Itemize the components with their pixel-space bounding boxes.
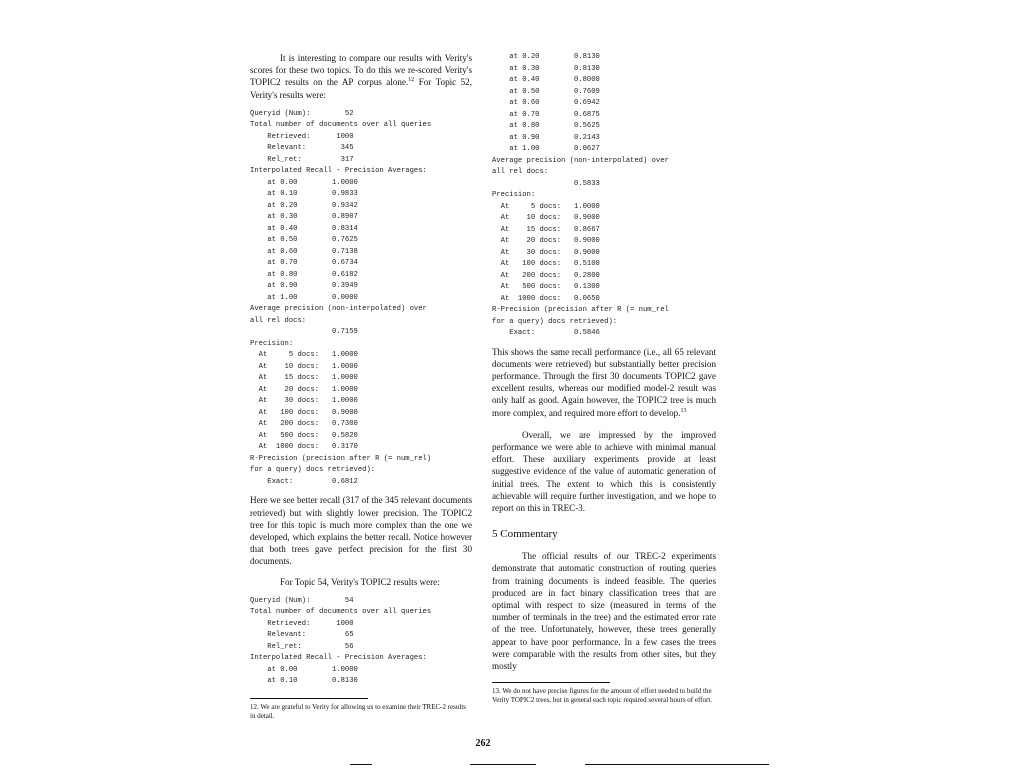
bottom-rule-3 <box>585 764 769 765</box>
right-paragraph-commentary: The official results of our TREC-2 experiments demonstrate that automatic construction of routing queries from training documents is indeed feasible. The queries produced are in fact binary classification trees that are optimal with respect to size (measured in terms of the number of terminals in the tree) and the estimated error rate of the tree. Unfortunately, however, these trees generally appear to have poor performance. In a few cases the trees were comparable with the results from other sites, but they mostly <box>492 551 716 671</box>
topic52-results-table: Queryid (Num): 52 Total number of documents over all queries Retrieved: 1000 Relevant: 345 Rel_ret: 317 Interpolated Recall - Precision Averages: at 0.00 1.0000 at 0.10 0.9833 at 0.20 0.9342 at 0.30 0.8907 at 0.40 0.8314 at 0.50 0.7625 at 0.60 0.7138 at 0.70 0.6734 at 0.80 0.6182 at 0.90 0.3949 at 1.00 0.0000 Average precision (non-interpolated) over all rel docs: 0.7159 Precision: At 5 docs: 1.0000 At 10 docs: 1.0000 At 15 docs: 1.0000 At 20 docs: 1.0000 At 30 docs: 1.0000 At 100 docs: 0.9000 At 200 docs: 0.7300 At 500 docs: 0.5820 At 1000 docs: 0.3170 R-Precision (precision after R (= num_rel) for a query) docs retrieved): Exact: 0.6812 <box>250 109 432 486</box>
left-paragraph-intro: It is interesting to compare our results with Verity's scores for these two topics. To do this we re-scored Verity's TOPIC2 results on the AP corpus alone.$^{12}$ For Topic 52, Verity's results were: <box>250 53 472 100</box>
left-paragraph-recall: Here we see better recall (317 of the 345 relevant documents retrieved) but with slightly lower precision. The TOPIC2 tree for this topic is much more complex than the one we developed, which explains the better recall. Notice however that both trees gave perfect precision for the first 30 documents. <box>250 495 472 567</box>
bottom-rule-2 <box>470 764 536 765</box>
page-number: 262 <box>475 738 491 749</box>
section-heading-commentary: 5 Commentary <box>492 528 558 541</box>
footnote-12: 12. We are grateful to Verity for allowing us to examine their TREC-2 results in detail. <box>250 702 466 720</box>
bottom-rule-1 <box>350 764 372 765</box>
footnote-marker-12: 12 <box>408 77 415 84</box>
left-column <box>250 52 472 721</box>
footnote-marker-13: 13 <box>680 407 687 414</box>
left-paragraph-topic54: For Topic 54, Verity's TOPIC2 results were: <box>280 576 440 587</box>
topic54-results-table-part1: Queryid (Num): 54 Total number of documents over all queries Retrieved: 1000 Relevant: 65 Rel_ret: 56 Interpolated Recall - Precision Averages: at 0.00 1.0000 at 0.10 0.8130 <box>250 596 432 686</box>
right-paragraph-overall: Overall, we are impressed by the improved performance we were able to achieve with minimal manual effort. These auxiliary experiments provide at least suggestive evidence of the value of automatic generation of initial trees. The extent to which this is consistently achievable will require further investigation, and we hope to report on this in TREC-3. <box>492 429 716 513</box>
footnote-13: 13. We do not have precise figures for the amount of effort needed to build the Verity TOPIC2 trees, but in general each topic required several hours of effort. <box>492 687 713 705</box>
right-column <box>492 52 716 705</box>
right-paragraph-recall: This shows the same recall performance (i.e., all 65 relevant documents were retrieved) but substantially better precision performance. Through the first 30 documents TOPIC2 gave excellent results, whereas our modified model-2 result was only half as good. Again however, the TOPIC2 tree is much more complex, and required more effort to develop.$^{13}$ <box>492 346 716 418</box>
topic54-results-table-part2: at 0.20 0.8130 at 0.30 0.8130 at 0.40 0.8000 at 0.50 0.7609 at 0.60 0.6942 at 0.70 0.6875 at 0.80 0.5625 at 0.90 0.2143 at 1.00 0.0627 Average precision (non-interpolated) over all rel docs: 0.5833 Precision: At 5 docs: 1.0000 At 10 docs: 0.9000 At 15 docs: 0.8667 At 20 docs: 0.9000 At 30 docs: 0.9000 At 100 docs: 0.5100 At 200 docs: 0.2800 At 500 docs: 0.1300 At 1000 docs: 0.0650 R-Precision (precision after R (= num_rel for a query) docs retrieved): Exact: 0.5846 <box>492 53 669 337</box>
